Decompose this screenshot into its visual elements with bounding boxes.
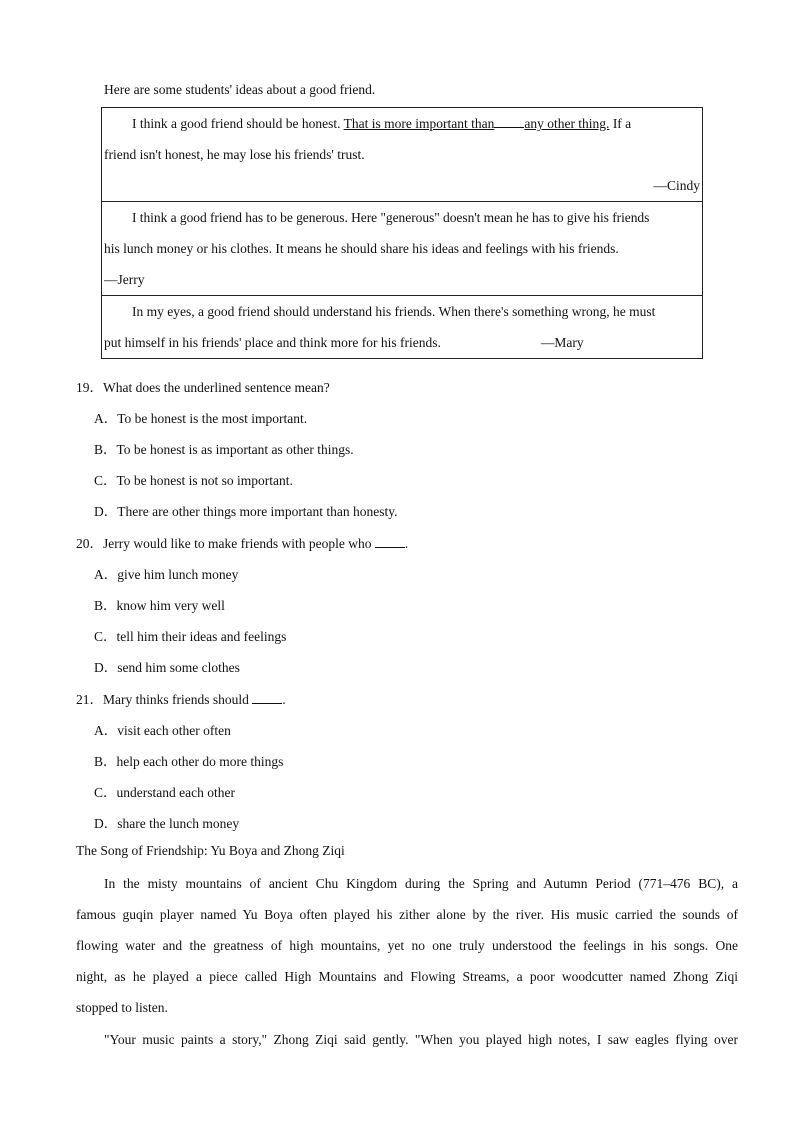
question-21-stem: 21．Mary thinks friends should xyxy=(76,692,253,707)
passage-paragraph-2 xyxy=(76,1024,738,1055)
card-text: If a xyxy=(609,116,632,131)
card-text: put himself in his friends' place and think more for his friends. xyxy=(104,335,441,350)
option-20b: B．know him very well xyxy=(94,598,225,613)
passage-line: "Your music paints a story," Zhong Ziqi said gently. "When you played high notes, I saw eagles flying over xyxy=(104,1032,738,1047)
card-text: I think a good friend should be honest. xyxy=(132,116,344,131)
card-mary-line2 xyxy=(104,327,700,358)
question-21-end: . xyxy=(282,692,286,707)
option-21c: C．understand each other xyxy=(94,785,235,800)
card-jerry-line1: I think a good friend has to be generous. Here "generous" doesn't mean he has to give his friends xyxy=(132,210,650,225)
intro-text: Here are some students' ideas about a good friend. xyxy=(104,82,376,97)
passage-paragraph-1 xyxy=(76,868,738,1023)
answer-blank xyxy=(252,691,282,704)
ideas-table xyxy=(101,107,703,359)
signature-cindy: —Cindy xyxy=(653,178,700,193)
option-20c: C．tell him their ideas and feelings xyxy=(94,629,287,644)
answer-blank xyxy=(375,535,405,548)
card-jerry xyxy=(102,201,702,295)
option-19c: C．To be honest is not so important. xyxy=(94,473,293,488)
question-20-stem: 20．Jerry would like to make friends with people who xyxy=(76,536,375,551)
underlined-sentence xyxy=(344,116,610,131)
underlined-gap xyxy=(494,116,524,128)
option-19d: D．There are other things more important than honesty. xyxy=(94,504,398,519)
option-19a: A．To be honest is the most important. xyxy=(94,411,308,426)
question-20 xyxy=(76,532,408,552)
passage-line: famous guqin player named Yu Boya often played his zither alone by the river. His music carried the sounds of xyxy=(76,907,738,922)
question-19: 19．What does the underlined sentence mean? xyxy=(76,380,330,395)
passage-line: In the misty mountains of ancient Chu Kingdom during the Spring and Autumn Period (771–476 BC), a xyxy=(104,876,738,891)
option-21d: D．share the lunch money xyxy=(94,816,240,831)
card-mary-line1: In my eyes, a good friend should understand his friends. When there's something wrong, he must xyxy=(132,304,656,319)
underlined-part2: any other thing. xyxy=(524,116,610,131)
passage-title: The Song of Friendship: Yu Boya and Zhong Ziqi xyxy=(76,843,345,858)
passage-line: flowing water and the greatness of high mountains, yet no one truly understood the feelings in his songs. One xyxy=(76,938,738,953)
passage-line: stopped to listen. xyxy=(76,1000,168,1015)
option-20d: D．send him some clothes xyxy=(94,660,240,675)
signature-mary: —Mary xyxy=(540,335,584,350)
option-19b: B．To be honest is as important as other things. xyxy=(94,442,354,457)
card-cindy-line1 xyxy=(104,108,700,139)
question-20-end: . xyxy=(404,536,409,551)
card-mary xyxy=(102,295,702,358)
option-21b: B．help each other do more things xyxy=(94,754,284,769)
signature-jerry: —Jerry xyxy=(104,272,145,287)
option-20a: A．give him lunch money xyxy=(94,567,239,582)
option-21a: A．visit each other often xyxy=(94,723,231,738)
card-cindy-line2: friend isn't honest, he may lose his friends' trust. xyxy=(104,147,365,162)
underlined-part1: That is more important than xyxy=(343,116,495,131)
question-21 xyxy=(76,688,286,708)
card-jerry-line2: his lunch money or his clothes. It means he should share his ideas and feelings with his friends. xyxy=(104,241,619,256)
passage-line: night, as he played a piece called High Mountains and Flowing Streams, a poor woodcutter named Zhong Ziqi xyxy=(76,969,738,984)
card-cindy xyxy=(102,108,702,201)
